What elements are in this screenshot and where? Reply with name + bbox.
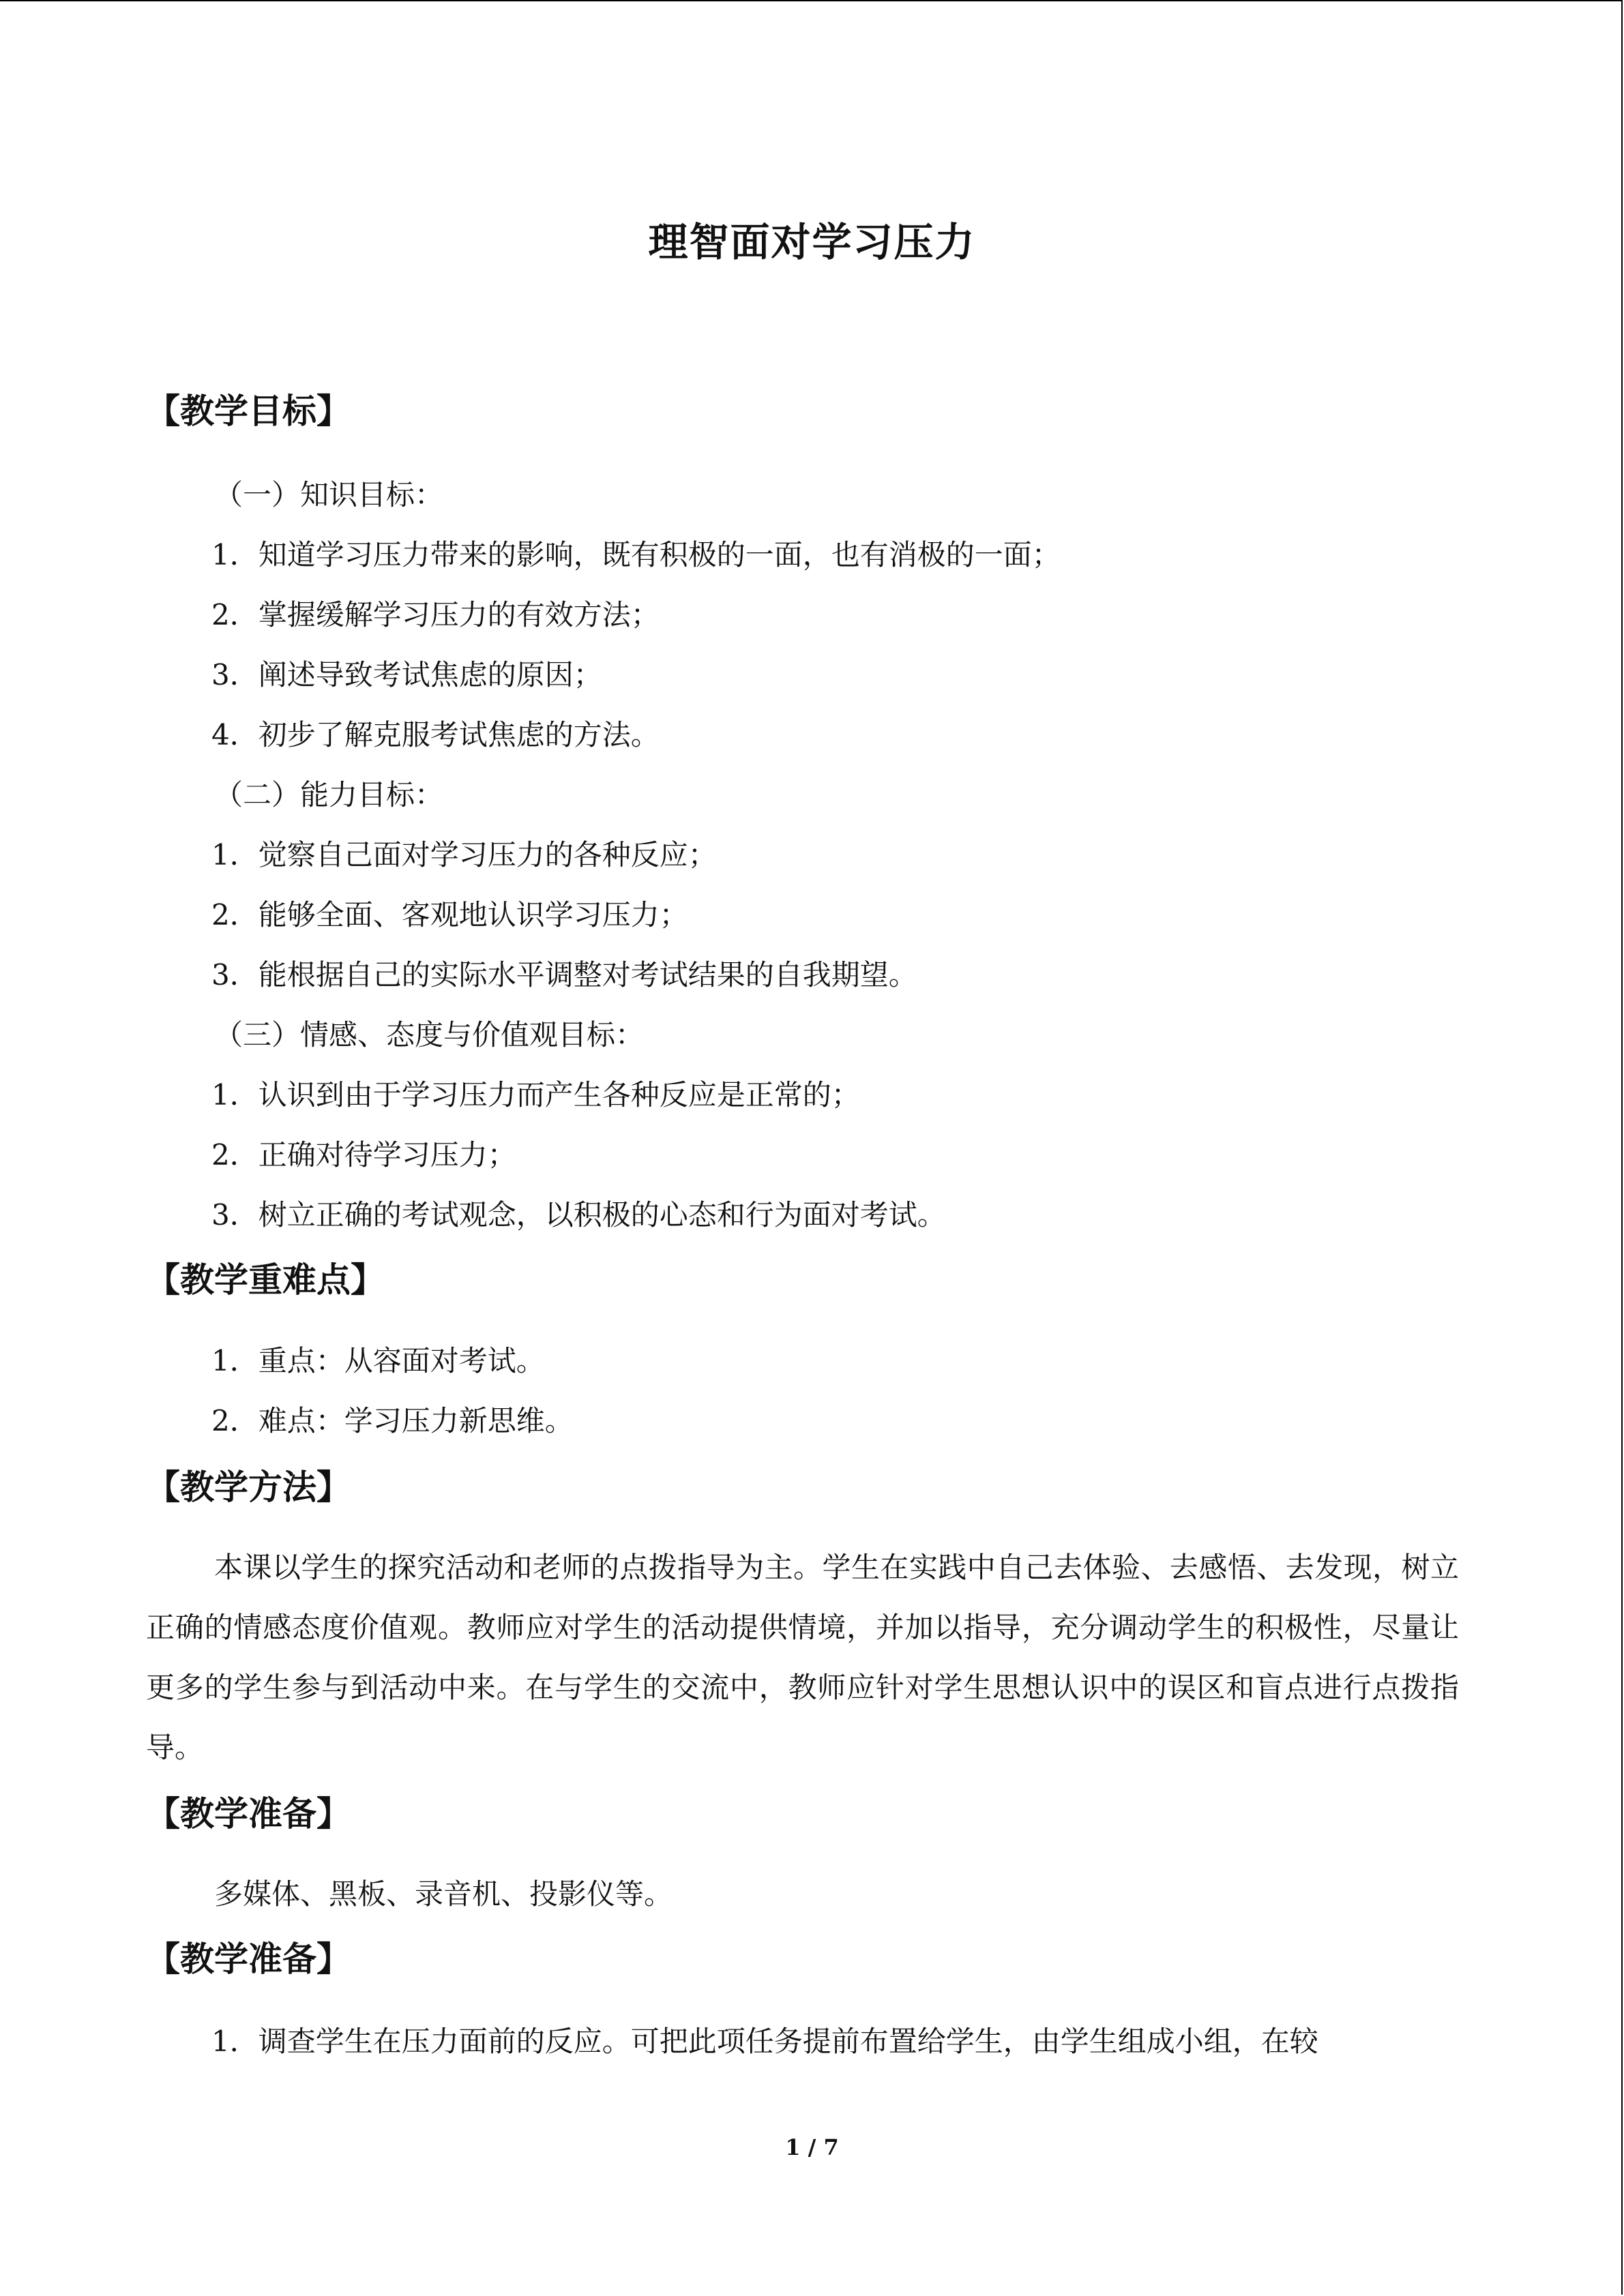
teaching-preparation-paragraph: 多媒体、黑板、录音机、投影仪等。 xyxy=(214,1877,673,1911)
heading-teaching-preparation: 【教学准备】 xyxy=(146,1794,351,1834)
knowledge-item-3: 3．阐述导致考试焦虑的原因； xyxy=(211,658,602,691)
page-number: 1 / 7 xyxy=(785,2134,839,2160)
emotion-item-2: 2．正确对待学习压力； xyxy=(211,1138,516,1172)
key-point-item-2: 2．难点：学习压力新思维。 xyxy=(211,1404,574,1437)
knowledge-item-2: 2．掌握缓解学习压力的有效方法； xyxy=(211,598,660,631)
heading-teaching-objectives: 【教学目标】 xyxy=(146,391,351,431)
knowledge-objectives-label: （一）知识目标： xyxy=(214,478,444,511)
ability-item-3: 3．能根据自己的实际水平调整对考试结果的自我期望。 xyxy=(211,958,917,992)
emotion-item-1: 1．认识到由于学习压力而产生各种反应是正常的； xyxy=(211,1078,860,1112)
ability-objectives-label: （二）能力目标： xyxy=(214,778,444,811)
heading-key-points: 【教学重难点】 xyxy=(146,1260,385,1300)
teaching-method-paragraph: 本课以学生的探究活动和老师的点拨指导为主。学生在实践中自己去体验、去感悟、去发现，树立正确的情感态度价值观。教师应对学生的活动提供情境，并加以指导，充分调动学生的积极性，尽量让更多的学生参与到活动中来。在与学生的交流中，教师应针对学生思想认识中的误区和盲点进行点拨指导。 xyxy=(146,1551,1459,1764)
emotion-objectives-label: （三）情感、态度与价值观目标： xyxy=(214,1018,645,1052)
ability-item-1: 1．觉察自己面对学习压力的各种反应； xyxy=(211,838,717,871)
key-point-item-1: 1．重点：从容面对考试。 xyxy=(211,1344,545,1377)
heading-teaching-method: 【教学方法】 xyxy=(146,1467,351,1507)
ability-item-2: 2．能够全面、客观地认识学习压力； xyxy=(211,898,688,931)
knowledge-item-1: 1．知道学习压力带来的影响，既有积极的一面，也有消极的一面； xyxy=(211,538,1061,571)
preparation-item-1: 1．调查学生在压力面前的反应。可把此项任务提前布置给学生，由学生组成小组，在较 xyxy=(211,2025,1318,2058)
knowledge-item-4: 4．初步了解克服考试焦虑的方法。 xyxy=(211,718,660,751)
document-title: 理智面对学习压力 xyxy=(648,219,976,265)
heading-teaching-preparation-2: 【教学准备】 xyxy=(146,1939,351,1979)
emotion-item-3: 3．树立正确的考试观念，以积极的心态和行为面对考试。 xyxy=(211,1198,946,1232)
